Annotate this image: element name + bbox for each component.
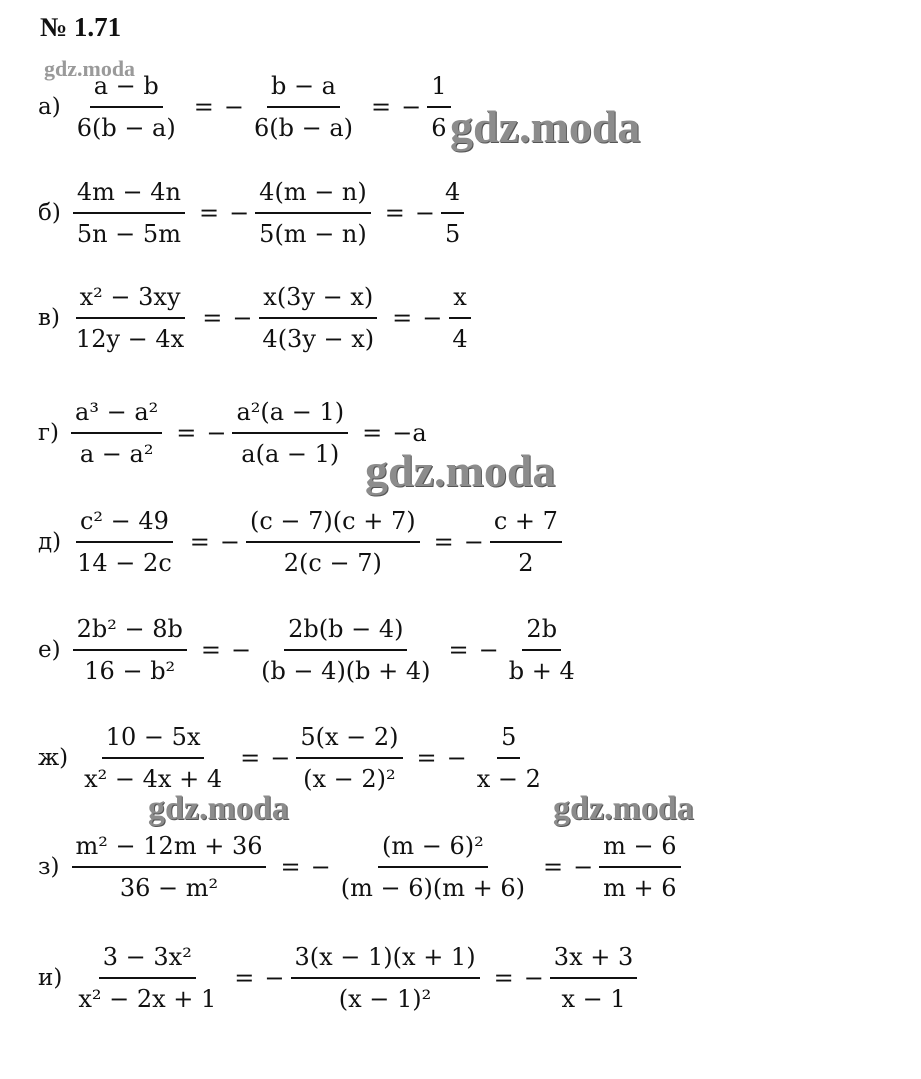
equals-sign: = [433, 528, 454, 556]
denominator: 2 [518, 549, 534, 577]
numerator: c² − 49 [76, 501, 173, 543]
denominator: (m − 6)(m + 6) [340, 874, 525, 902]
watermark: gdz.moda [148, 790, 289, 827]
item-label: з) [38, 854, 60, 880]
denominator: a − a² [79, 440, 154, 468]
denominator: (x − 2)² [303, 765, 396, 793]
minus-sign: − [229, 199, 250, 227]
fraction [250, 66, 357, 148]
denominator: (b − 4)(b + 4) [261, 657, 431, 685]
numerator: 10 − 5x [102, 717, 205, 759]
denominator: 4(3y − x) [262, 325, 375, 353]
numerator: 5 [497, 717, 520, 759]
equals-sign: = [189, 528, 210, 556]
item-label: и) [38, 965, 63, 991]
minus-sign: − [270, 744, 291, 772]
fraction [291, 937, 480, 1019]
fraction [337, 826, 529, 908]
fraction [73, 501, 176, 583]
minus-sign: − [478, 636, 499, 664]
equals-sign: = [371, 93, 392, 121]
minus-sign: − [219, 528, 240, 556]
equals-sign: = [448, 636, 469, 664]
item-label: а) [38, 94, 61, 120]
equals-sign: = [234, 964, 255, 992]
numerator: m − 6 [599, 826, 680, 868]
equals-sign: = [416, 744, 437, 772]
fraction [599, 826, 680, 908]
numerator: x [449, 277, 471, 319]
problem-row-zh [38, 713, 549, 803]
equals-sign: = [384, 199, 405, 227]
equals-sign: = [362, 419, 383, 447]
minus-sign: − [230, 636, 252, 664]
fraction [72, 277, 188, 359]
watermark: gdz.moda [365, 445, 556, 496]
denominator: m + 6 [603, 874, 677, 902]
numerator: 4(m − n) [255, 172, 371, 214]
numerator: a²(a − 1) [232, 392, 348, 434]
minus-sign: − [422, 304, 443, 332]
equals-sign: = [493, 964, 514, 992]
denominator: 5(m − n) [259, 220, 367, 248]
numerator: 4m − 4n [73, 172, 185, 214]
numerator: (c − 7)(c + 7) [246, 501, 420, 543]
problem-row-b [38, 168, 468, 258]
numerator: 2b [522, 609, 561, 651]
problem-row-v [38, 273, 476, 363]
denominator: a(a − 1) [241, 440, 340, 468]
minus-sign: − [310, 853, 331, 881]
minus-sign: − [223, 93, 244, 121]
denominator: x − 2 [476, 765, 541, 793]
denominator: x² − 2x + 1 [78, 985, 217, 1013]
denominator: b + 4 [508, 657, 575, 685]
numerator: a³ − a² [71, 392, 162, 434]
fraction [441, 172, 464, 254]
numerator: 1 [427, 66, 450, 108]
watermark: gdz.moda [450, 101, 641, 152]
item-label: в) [38, 305, 60, 331]
equals-sign: = [392, 304, 413, 332]
denominator: 5 [444, 220, 461, 248]
minus-sign: − [264, 964, 285, 992]
numerator: a − b [90, 66, 163, 108]
numerator: (m − 6)² [378, 826, 488, 868]
numerator: 3(x − 1)(x + 1) [291, 937, 480, 979]
denominator: 2(c − 7) [283, 549, 382, 577]
numerator: 2b(b − 4) [284, 609, 407, 651]
numerator: b − a [267, 66, 340, 108]
fraction [71, 392, 162, 474]
denominator: 12y − 4x [75, 325, 185, 353]
denominator: 6 [431, 114, 447, 142]
denominator: x² − 4x + 4 [84, 765, 223, 793]
fraction [550, 937, 637, 1019]
problem-row-d [38, 497, 566, 587]
equals-sign: = [193, 93, 214, 121]
denominator: (x − 1)² [338, 985, 432, 1013]
numerator: 5(x − 2) [296, 717, 402, 759]
fraction [246, 501, 420, 583]
problem-row-z [38, 822, 685, 912]
fraction [74, 937, 220, 1019]
equals-sign: = [280, 853, 301, 881]
fraction [490, 501, 562, 583]
fraction [448, 277, 471, 359]
item-label: ж) [38, 745, 69, 771]
result-expression: −a [392, 419, 427, 447]
fraction [505, 609, 579, 691]
equals-sign: = [240, 744, 261, 772]
equals-sign: = [200, 636, 221, 664]
minus-sign: − [446, 744, 467, 772]
equals-sign: = [542, 853, 564, 881]
fraction [296, 717, 402, 799]
watermark: gdz.moda [553, 790, 694, 827]
numerator: x(3y − x) [259, 277, 377, 319]
numerator: 2b² − 8b [73, 609, 187, 651]
numerator: 3 − 3x² [99, 937, 196, 979]
denominator: 14 − 2c [77, 549, 172, 577]
denominator: x − 1 [561, 985, 626, 1013]
fraction [72, 826, 267, 908]
item-label: е) [38, 637, 61, 663]
fraction [473, 717, 545, 799]
denominator: 36 − m² [119, 874, 219, 902]
minus-sign: − [463, 528, 484, 556]
fraction [258, 277, 378, 359]
minus-sign: − [523, 964, 544, 992]
numerator: 4 [441, 172, 464, 214]
item-label: б) [38, 200, 61, 226]
fraction [73, 609, 187, 691]
minus-sign: − [401, 93, 422, 121]
denominator: 6(b − a) [76, 114, 176, 142]
denominator: 4 [452, 325, 468, 353]
fraction [255, 172, 371, 254]
fraction [80, 717, 226, 799]
item-label: г) [38, 420, 60, 446]
denominator: 5n − 5m [76, 220, 181, 248]
minus-sign: − [206, 419, 227, 447]
numerator: x² − 3xy [76, 277, 185, 319]
equals-sign: = [198, 199, 220, 227]
fraction [73, 172, 185, 254]
problem-number-title: № 1.71 [40, 12, 122, 42]
minus-sign: − [414, 199, 435, 227]
fraction [257, 609, 434, 691]
item-label: д) [38, 529, 62, 555]
numerator: 3x + 3 [550, 937, 637, 979]
numerator: c + 7 [490, 501, 562, 543]
equals-sign: = [202, 304, 223, 332]
fraction [232, 392, 348, 474]
denominator: 6(b − a) [253, 114, 353, 142]
problem-row-e [38, 605, 583, 695]
minus-sign: − [232, 304, 253, 332]
denominator: 16 − b² [84, 657, 176, 685]
fraction [427, 66, 450, 148]
equals-sign: = [176, 419, 197, 447]
numerator: m² − 12m + 36 [72, 826, 267, 868]
minus-sign: − [573, 853, 594, 881]
problem-row-i [38, 933, 641, 1023]
watermark: gdz.moda [44, 56, 136, 81]
